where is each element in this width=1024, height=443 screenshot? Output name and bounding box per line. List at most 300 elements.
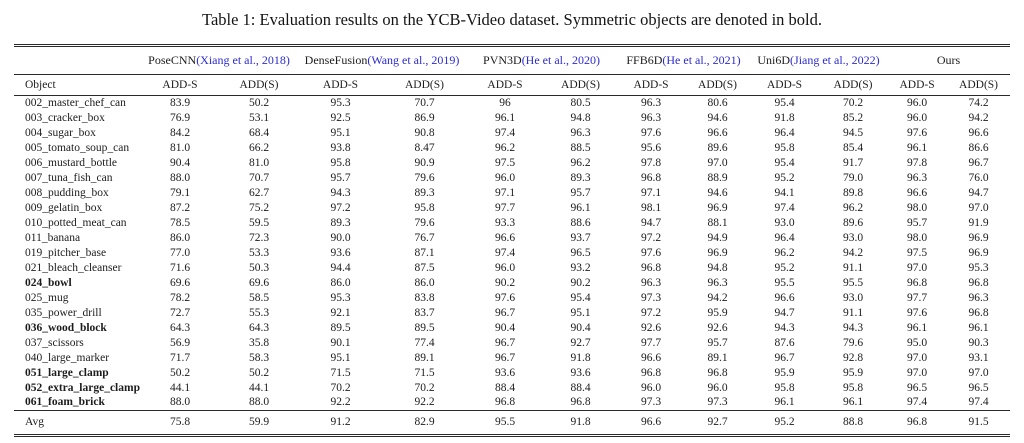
metric-value: 96.0	[906, 111, 928, 124]
metric-value: 96.0	[707, 381, 728, 394]
table-row	[14, 260, 1010, 275]
metric-value: 97.5	[494, 156, 516, 169]
metric-value: 95.8	[414, 201, 435, 214]
metric-value: 96.8	[570, 396, 591, 409]
table-row	[14, 335, 1010, 350]
metric-value: 96	[499, 96, 511, 109]
metric-value: 96.8	[640, 171, 662, 184]
metric-value: 86.9	[414, 111, 435, 124]
metric-value: 81.0	[169, 141, 191, 154]
metric-value: 95.2	[750, 410, 819, 434]
metric-value: 97.6	[906, 306, 928, 319]
object-name: 004_sugar_box	[25, 126, 96, 139]
metric-value: 87.5	[414, 261, 435, 274]
metric-value: 78.5	[169, 216, 191, 229]
metric-value: 93.0	[842, 291, 864, 304]
table-row	[14, 380, 1010, 395]
metric-value: 96.7	[968, 156, 989, 169]
metric-value: 79.1	[169, 186, 191, 199]
metric-value: 88.8	[819, 410, 887, 434]
metric-value: 95.7	[330, 171, 351, 184]
object-name: 025_mug	[25, 291, 69, 304]
metric-value: 95.0	[906, 336, 928, 349]
metric-value: 86.6	[968, 141, 989, 154]
table-row	[14, 200, 1010, 215]
table-row	[14, 365, 1010, 380]
metric-value: 95.8	[774, 381, 795, 394]
method-header-pvn3d	[466, 47, 617, 74]
object-name: 011_banana	[25, 231, 81, 244]
metric-value: 96.6	[968, 126, 989, 139]
object-name: 010_potted_meat_can	[25, 216, 127, 229]
metric-value: 93.6	[570, 366, 591, 379]
metric-value: 97.4	[774, 201, 795, 214]
metric-value: 89.3	[570, 171, 591, 184]
results-table	[14, 44, 1010, 437]
metric-value: 70.2	[842, 96, 864, 109]
metric-value: 97.6	[640, 126, 662, 139]
metric-value: 79.6	[414, 216, 435, 229]
metric-value: 97.5	[906, 246, 928, 259]
metric-value: 71.7	[169, 351, 191, 364]
object-name: 003_cracker_box	[25, 111, 105, 124]
metric-value: 96.0	[906, 96, 928, 109]
method-header-posecnn	[140, 47, 298, 74]
metric-value: 79.6	[414, 171, 435, 184]
metric-value: 71.6	[169, 261, 191, 274]
method-name: DenseFusion	[304, 52, 368, 67]
metric-value: 96.7	[774, 351, 795, 364]
metric-header: ADD(S)	[685, 74, 750, 95]
metric-header: ADD-S	[750, 74, 819, 95]
metric-value: 97.0	[906, 366, 928, 379]
metric-value: 92.2	[330, 396, 351, 409]
metric-value: 59.5	[248, 216, 270, 229]
citation-link[interactable]: (Wang et al., 2019)	[367, 52, 460, 67]
metric-value: 8.47	[414, 141, 435, 154]
metric-value: 69.6	[248, 276, 270, 289]
metric-value: 97.1	[494, 186, 516, 199]
method-name: FFB6D	[626, 52, 663, 67]
metric-value: 53.3	[248, 246, 270, 259]
metric-value: 92.1	[330, 306, 351, 319]
metric-value: 76.9	[169, 111, 191, 124]
metric-value: 95.5	[774, 276, 795, 289]
metric-value: 94.1	[774, 186, 795, 199]
metric-value: 90.2	[494, 276, 516, 289]
metric-value: 96.3	[640, 276, 662, 289]
object-column-header: Object	[14, 74, 140, 95]
metric-value: 97.4	[494, 246, 516, 259]
metric-value: 95.4	[570, 291, 591, 304]
metric-value: 96.8	[640, 261, 662, 274]
metric-value: 94.4	[330, 261, 351, 274]
citation-link[interactable]: (Jiang et al., 2022)	[790, 52, 880, 67]
metric-value: 93.3	[494, 216, 516, 229]
table-row	[14, 245, 1010, 260]
metric-value: 97.7	[640, 336, 662, 349]
metric-value: 91.9	[968, 216, 989, 229]
metric-value: 86.0	[414, 276, 435, 289]
metric-value: 95.9	[707, 306, 728, 319]
metric-value: 77.4	[414, 336, 435, 349]
metric-value: 88.5	[570, 141, 591, 154]
metric-value: 91.1	[842, 306, 864, 319]
table-row	[14, 155, 1010, 170]
metric-value: 97.3	[640, 291, 662, 304]
metric-value: 96.6	[906, 186, 928, 199]
object-name: 021_bleach_cleanser	[25, 261, 122, 274]
metric-value: 93.8	[330, 141, 351, 154]
method-name: Ours	[936, 52, 961, 67]
metric-value: 94.8	[570, 111, 591, 124]
object-name: 005_tomato_soup_can	[25, 141, 130, 154]
metric-value: 97.1	[640, 186, 662, 199]
metric-value: 96.5	[906, 381, 928, 394]
metric-value: 95.1	[330, 126, 351, 139]
metric-value: 59.9	[220, 410, 298, 434]
metric-value: 96.8	[640, 366, 662, 379]
object-name: 007_tuna_fish_can	[25, 171, 113, 184]
metric-value: 50.2	[169, 366, 191, 379]
metric-value: 96.1	[774, 396, 795, 409]
metric-value: 86.0	[330, 276, 351, 289]
metric-value: 94.2	[842, 246, 864, 259]
metric-value: 58.3	[248, 351, 270, 364]
metric-value: 96.5	[570, 246, 591, 259]
metric-value: 96.6	[774, 291, 795, 304]
metric-value: 94.3	[330, 186, 351, 199]
metric-value: 94.5	[842, 126, 864, 139]
metric-value: 89.6	[707, 141, 728, 154]
metric-value: 90.4	[494, 321, 516, 334]
metric-value: 96.1	[842, 396, 864, 409]
metric-value: 96.6	[617, 410, 685, 434]
bottom-rule	[14, 434, 1010, 437]
metric-header: ADD(S)	[220, 74, 298, 95]
metric-header: ADD-S	[617, 74, 685, 95]
metric-value: 97.4	[968, 396, 989, 409]
metric-value: 91.8	[544, 410, 617, 434]
table-row	[14, 140, 1010, 155]
metric-value: 97.6	[906, 126, 928, 139]
metric-value: 88.1	[707, 216, 728, 229]
metric-value: 95.3	[968, 261, 989, 274]
metric-value: 96.3	[906, 171, 928, 184]
table-row	[14, 95, 1010, 110]
metric-value: 96.8	[968, 306, 989, 319]
method-header-ffb6d	[617, 47, 750, 74]
metric-value: 96.1	[906, 141, 928, 154]
metric-value: 72.7	[169, 306, 191, 319]
metric-value: 97.6	[640, 246, 662, 259]
metric-value: 88.0	[169, 396, 191, 409]
metric-value: 91.8	[774, 111, 795, 124]
metric-value: 69.6	[169, 276, 191, 289]
object-name: Avg	[14, 410, 140, 434]
metric-value: 96.6	[494, 231, 516, 244]
metric-value: 91.1	[842, 261, 864, 274]
metric-value: 96.9	[707, 201, 728, 214]
metric-value: 81.0	[248, 156, 270, 169]
metric-value: 93.7	[570, 231, 591, 244]
metric-value: 96.9	[707, 246, 728, 259]
metric-value: 96.6	[640, 351, 662, 364]
metric-value: 96.1	[968, 321, 989, 334]
table-row	[14, 110, 1010, 125]
metric-value: 80.5	[570, 96, 591, 109]
metric-value: 96.4	[774, 126, 795, 139]
metric-value: 96.2	[774, 246, 795, 259]
metric-value: 96.1	[494, 111, 516, 124]
citation-link[interactable]: (He et al., 2021)	[662, 52, 741, 67]
metric-value: 90.9	[414, 156, 435, 169]
table-row	[14, 125, 1010, 140]
metric-value: 98.1	[640, 201, 662, 214]
object-name: 040_large_marker	[25, 351, 110, 364]
metric-value: 58.5	[248, 291, 270, 304]
metric-value: 96.1	[570, 201, 591, 214]
metric-value: 88.9	[707, 171, 728, 184]
metric-value: 90.1	[330, 336, 351, 349]
metric-value: 97.8	[906, 156, 928, 169]
metric-value: 98.0	[906, 231, 928, 244]
metric-value: 95.2	[774, 171, 795, 184]
table-row	[14, 230, 1010, 245]
metric-value: 95.3	[330, 291, 351, 304]
metric-value: 91.7	[842, 156, 864, 169]
table-row	[14, 305, 1010, 320]
method-header-ours	[887, 47, 1010, 74]
object-name: 035_power_drill	[25, 306, 102, 319]
metric-value: 71.5	[414, 366, 435, 379]
table-row	[14, 350, 1010, 365]
metric-header-row	[14, 74, 1010, 95]
metric-value: 70.7	[248, 171, 270, 184]
metric-value: 89.3	[330, 216, 351, 229]
metric-value: 96.7	[494, 351, 516, 364]
metric-header: ADD(S)	[383, 74, 466, 95]
metric-value: 88.0	[248, 396, 270, 409]
metric-value: 83.9	[169, 96, 191, 109]
metric-value: 97.2	[640, 306, 662, 319]
method-header-densefusion	[298, 47, 466, 74]
metric-value: 85.4	[842, 141, 864, 154]
metric-value: 93.1	[968, 351, 989, 364]
metric-value: 78.2	[169, 291, 191, 304]
metric-value: 93.2	[570, 261, 591, 274]
metric-value: 53.1	[248, 111, 270, 124]
metric-value: 76.7	[414, 231, 435, 244]
metric-value: 95.2	[774, 261, 795, 274]
metric-value: 95.9	[774, 366, 795, 379]
metric-value: 83.8	[414, 291, 435, 304]
object-name: 019_pitcher_base	[25, 246, 107, 259]
table-body	[14, 95, 1010, 410]
object-name: 051_large_clamp	[25, 366, 109, 379]
metric-value: 97.7	[906, 291, 928, 304]
metric-value: 68.4	[248, 126, 270, 139]
method-name: PVN3D	[483, 52, 522, 67]
metric-value: 96.8	[494, 396, 516, 409]
metric-value: 89.6	[842, 216, 864, 229]
metric-value: 96.4	[774, 231, 795, 244]
metric-value: 95.1	[330, 351, 351, 364]
metric-value: 72.3	[248, 231, 270, 244]
metric-value: 94.3	[842, 321, 864, 334]
metric-value: 97.0	[906, 261, 928, 274]
table-foot	[14, 410, 1010, 434]
metric-value: 94.7	[774, 306, 795, 319]
metric-value: 50.2	[248, 96, 270, 109]
metric-value: 93.6	[494, 366, 516, 379]
metric-value: 90.4	[570, 321, 591, 334]
metric-value: 94.2	[707, 291, 728, 304]
citation-link[interactable]: (He et al., 2020)	[521, 52, 600, 67]
metric-value: 76.0	[968, 171, 989, 184]
metric-value: 70.2	[414, 381, 435, 394]
metric-value: 89.5	[330, 321, 351, 334]
metric-value: 91.2	[298, 410, 383, 434]
metric-value: 97.7	[494, 201, 516, 214]
metric-value: 44.1	[248, 381, 270, 394]
metric-value: 92.6	[707, 321, 728, 334]
metric-value: 66.2	[248, 141, 270, 154]
object-name: 024_bowl	[25, 276, 72, 289]
metric-value: 97.4	[906, 396, 928, 409]
metric-value: 88.4	[494, 381, 516, 394]
table-row	[14, 320, 1010, 335]
metric-value: 89.1	[414, 351, 435, 364]
metric-value: 92.8	[842, 351, 864, 364]
metric-value: 97.0	[968, 366, 989, 379]
metric-value: 96.9	[968, 231, 989, 244]
metric-value: 96.7	[494, 306, 516, 319]
metric-value: 50.3	[248, 261, 270, 274]
metric-value: 90.3	[968, 336, 989, 349]
metric-value: 94.6	[707, 186, 728, 199]
metric-value: 96.2	[570, 156, 591, 169]
table-row	[14, 290, 1010, 305]
object-name: 061_foam_brick	[25, 396, 105, 409]
metric-value: 95.7	[707, 336, 728, 349]
metric-value: 94.9	[707, 231, 728, 244]
metric-value: 95.5	[466, 410, 544, 434]
avg-row	[14, 410, 1010, 434]
metric-value: 92.2	[414, 396, 435, 409]
metric-value: 80.6	[707, 96, 728, 109]
metric-value: 95.7	[570, 186, 591, 199]
metric-value: 96.1	[906, 321, 928, 334]
metric-value: 94.7	[968, 186, 989, 199]
object-name: 006_mustard_bottle	[25, 156, 117, 169]
metric-value: 94.2	[968, 111, 989, 124]
object-name: 008_pudding_box	[25, 186, 109, 199]
metric-value: 90.4	[169, 156, 191, 169]
metric-value: 84.2	[169, 126, 191, 139]
metric-value: 96.8	[887, 410, 947, 434]
metric-value: 92.5	[330, 111, 351, 124]
metric-value: 75.2	[248, 201, 270, 214]
metric-value: 97.2	[640, 231, 662, 244]
metric-header: ADD(S)	[544, 74, 617, 95]
metric-value: 96.8	[906, 276, 928, 289]
metric-value: 95.4	[774, 156, 795, 169]
metric-value: 44.1	[169, 381, 191, 394]
metric-value: 95.5	[842, 276, 864, 289]
metric-value: 79.0	[842, 171, 864, 184]
metric-value: 95.8	[330, 156, 351, 169]
metric-value: 50.2	[248, 366, 270, 379]
metric-value: 95.8	[774, 141, 795, 154]
metric-value: 90.0	[330, 231, 351, 244]
metric-value: 96.3	[640, 111, 662, 124]
metric-value: 96.3	[968, 291, 989, 304]
method-header-uni6d	[750, 47, 887, 74]
evaluation-table	[14, 47, 1010, 434]
metric-header: ADD(S)	[819, 74, 887, 95]
metric-value: 96.8	[707, 366, 728, 379]
metric-value: 95.6	[640, 141, 662, 154]
metric-value: 96.8	[968, 276, 989, 289]
metric-value: 94.3	[774, 321, 795, 334]
metric-value: 56.9	[169, 336, 191, 349]
metric-value: 90.8	[414, 126, 435, 139]
metric-value: 95.4	[774, 96, 795, 109]
metric-value: 95.9	[842, 366, 864, 379]
object-name: 052_extra_large_clamp	[25, 381, 140, 394]
citation-link[interactable]: (Xiang et al., 2018)	[196, 52, 290, 67]
table-row	[14, 185, 1010, 200]
metric-value: 83.7	[414, 306, 435, 319]
table-caption: Table 1: Evaluation results on the YCB-Video dataset. Symmetric objects are denoted in bold.	[202, 10, 822, 29]
metric-value: 92.6	[640, 321, 662, 334]
metric-value: 62.7	[248, 186, 270, 199]
metric-value: 97.6	[494, 291, 516, 304]
metric-header: ADD(S)	[947, 74, 1010, 95]
table-row	[14, 170, 1010, 185]
object-name: 002_master_chef_can	[25, 96, 126, 109]
method-name: PoseCNN	[148, 52, 197, 67]
metric-value: 96.5	[968, 381, 989, 394]
metric-header: ADD-S	[298, 74, 383, 95]
metric-value: 96.0	[494, 261, 516, 274]
metric-value: 95.8	[842, 381, 864, 394]
metric-value: 96.3	[640, 96, 662, 109]
metric-value: 97.2	[330, 201, 351, 214]
metric-value: 97.3	[707, 396, 728, 409]
object-name: 036_wood_block	[25, 321, 107, 334]
metric-value: 95.1	[570, 306, 591, 319]
metric-value: 64.3	[169, 321, 191, 334]
empty-corner-cell	[14, 47, 140, 74]
metric-value: 97.3	[640, 396, 662, 409]
metric-value: 75.8	[140, 410, 220, 434]
method-name: Uni6D	[757, 52, 791, 67]
metric-value: 70.7	[414, 96, 435, 109]
metric-value: 70.2	[330, 381, 351, 394]
metric-value: 97.0	[968, 201, 989, 214]
metric-value: 96.3	[570, 126, 591, 139]
metric-value: 89.1	[707, 351, 728, 364]
metric-value: 94.6	[707, 111, 728, 124]
metric-value: 91.5	[947, 410, 1010, 434]
metric-value: 96.2	[842, 201, 864, 214]
metric-value: 89.3	[414, 186, 435, 199]
metric-value: 91.8	[570, 351, 591, 364]
metric-value: 82.9	[383, 410, 466, 434]
metric-value: 90.2	[570, 276, 591, 289]
